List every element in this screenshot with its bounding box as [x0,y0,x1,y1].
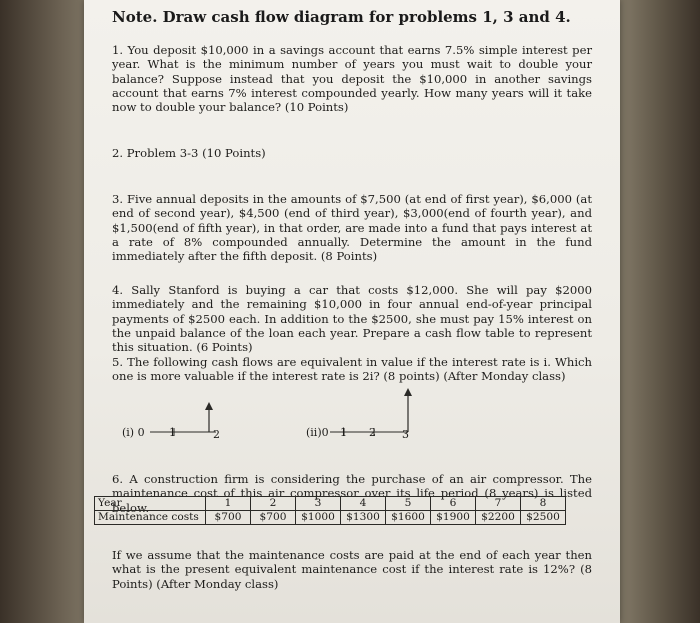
year-cell: 3 [296,497,341,511]
cost-cell: $1600 [386,511,431,525]
problem-1-text: 1. You deposit $10,000 in a savings account that earns 7.5% simple interest per year. What is the minimum number of years you must wait to double your balance? Suppose instead that you deposit the $10,000 in another savings account that earns 7% interest compounded yearly. How many years will it take now to double your balance? (10 Points) [112,43,592,115]
cost-cell: $2200 [476,511,521,525]
problem-6-question-text: If we assume that the maintenance costs are paid at the end of each year then what is the present equivalent maintenance cost if the interest rate is 12%? (8 Points) (After Monday class) [112,548,592,591]
year-cell: 6 [431,497,476,511]
diagram-i-label: (i) 0 [122,426,145,439]
note-heading: Note. Draw cash flow diagram for problems 1, 3 and 4. [112,8,571,26]
diagram-ii-arrow-head [404,388,412,396]
diagram-ii-tick-2-label: 2 [369,426,376,439]
cost-cell: $1900 [431,511,476,525]
year-header-cell: Year [95,497,206,511]
year-cell: 2 [251,497,296,511]
cost-header-cell: Maintenance costs [95,511,206,525]
year-cell: 5 [386,497,431,511]
document-body [98,8,592,591]
year-cell: 8 [521,497,566,511]
problem-3-text: 3. Five annual deposits in the amounts of $7,500 (at end of first year), $6,000 (at end of second year), $4,500 (end of third year), $3,000(end of fourth year), and $1,500(end of fifth year), in that order, are made into a fund that pays interest at a rate of 8% compounded annually. Determine the amount in the fund immediately after the fifth deposit. (8 Points) [112,192,592,264]
diagram-ii-label: (ii)0 [306,426,329,439]
year-cell: 1 [206,497,251,511]
cash-flow-diagrams-svg [112,386,592,446]
cash-flow-diagrams [112,386,592,446]
cost-cell: $1000 [296,511,341,525]
problem-2-text: 2. Problem 3-3 (10 Points) [112,146,266,160]
table-row-costs [95,511,566,525]
year-cell: 7 [476,497,521,511]
cost-cell: $700 [206,511,251,525]
year-cell: 4 [341,497,386,511]
cost-cell: $700 [251,511,296,525]
problem-4-text: 4. Sally Stanford is buying a car that costs $12,000. She will pay $2000 immediately and the remaining $10,000 in four annual end-of-year principal payments of $2500 each. In addition to the $2500, she must pay 15% interest on the unpaid balance of the loan each year. Prepare a cash flow table to represent this situation. (6 Points) [112,283,592,355]
diagram-i-arrow-head [205,402,213,410]
table-row-year [95,497,566,511]
diagram-ii-tick-3-label: 3 [402,428,409,441]
problem-5-text: 5. The following cash flows are equivalent in value if the interest rate is i. Which one is more valuable if the interest rate is 2i? (8 points) (After Monday class) [112,355,592,384]
diagram-i-tick-1-label: 1 [169,426,176,439]
diagram-i-tick-2-label: 2 [213,428,220,441]
cost-cell: $2500 [521,511,566,525]
cost-cell: $1300 [341,511,386,525]
maintenance-cost-table [94,496,566,525]
paper-sheet [84,0,620,623]
problem-6-text: 6. A construction firm is considering the purchase of an air compressor. The maintenance cost of this air compressor over its life period (8 years) is listed below. [112,472,592,515]
diagram-ii-tick-1-label: 1 [340,426,347,439]
